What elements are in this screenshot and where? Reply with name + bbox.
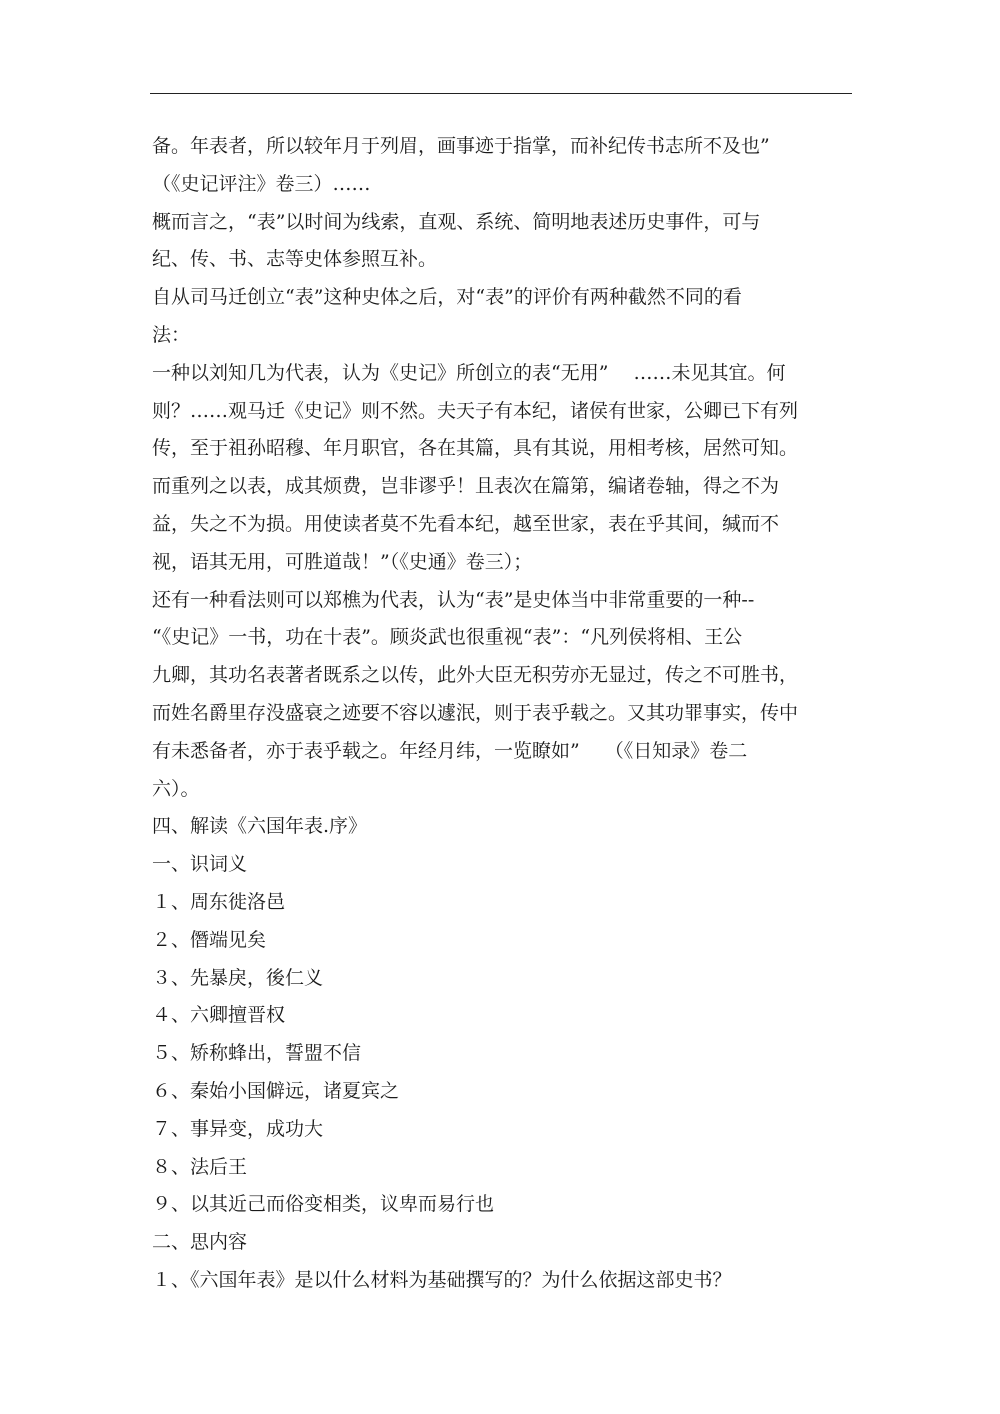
list-item: ５、矫称蜂出，誓盟不信 [152, 1042, 362, 1065]
text-line: 法： [152, 323, 191, 346]
subsection-heading: 一、识词义 [152, 853, 248, 876]
document-body [152, 128, 852, 1300]
text-line: 而姓名爵里存没盛衰之迹要不容以遽泯，则于表乎载之。又其功罪事实，传中 [152, 701, 799, 724]
list-item: １、周东徙洛邑 [152, 890, 286, 913]
text-line: 而重列之以表，成其烦费，岂非谬乎！且表次在篇第，编诸卷轴，得之不为 [152, 475, 780, 498]
text-line: 有未悉备者，亦于表乎载之。年经月纬，一览瞭如” （《日知录》卷二 [152, 739, 748, 762]
text-line: 传，至于祖孙昭穆、年月职官，各在其篇，具有其说，用相考核，居然可知。 [152, 437, 799, 460]
list-item: ６、秦始小国僻远，诸夏宾之 [152, 1079, 400, 1102]
subsection-heading: 二、思内容 [152, 1231, 248, 1254]
list-item: ８、法后王 [152, 1155, 248, 1178]
text-line: 概而言之，“表”以时间为线索，直观、系统、简明地表述历史事件，可与 [152, 210, 761, 233]
text-line: 还有一种看法则可以郑樵为代表，认为“表”是史体当中非常重要的一种-- [152, 588, 755, 611]
list-item: ７、事异变，成功大 [152, 1117, 324, 1140]
text-line: 益，失之不为损。用使读者莫不先看本纪，越至世家，表在乎其间，缄而不 [152, 512, 780, 535]
list-item: ４、六卿擅晋权 [152, 1004, 286, 1027]
list-item: ２、僭端见矣 [152, 928, 267, 951]
list-item: ３、先暴戾，後仁义 [152, 966, 324, 989]
text-line: （《史记评注》卷三）…… [152, 172, 371, 195]
text-line: 备。年表者，所以较年月于列眉，画事迹于指掌，而补纪传书志所不及也” [152, 135, 770, 157]
header-rule [150, 93, 852, 94]
text-line: 视，语其无用，可胜道哉！”（《史通》卷三）； [152, 550, 533, 573]
text-line: 六）。 [152, 777, 200, 800]
list-item: １、《六国年表》是以什么材料为基础撰写的？为什么依据这部史书？ [152, 1268, 732, 1291]
text-line: 自从司马迁创立“表”这种史体之后，对“表”的评价有两种截然不同的看 [152, 286, 742, 309]
text-line: 则？……观马迁《史记》则不然。夫天子有本纪，诸侯有世家，公卿已下有列 [152, 399, 799, 422]
text-line: 一种以刘知几为代表，认为《史记》所创立的表“无用” ……未见其宜。何 [152, 361, 786, 384]
list-item: ９、以其近己而俗变相类，议卑而易行也 [152, 1193, 495, 1216]
text-line: 纪、传、书、志等史体参照互补。 [152, 248, 438, 271]
section-heading: 四、解读《六国年表.序》 [152, 815, 368, 838]
text-line: “《史记》一书，功在十表”。顾炎武也很重视“表”：“凡列侯将相、王公 [152, 626, 743, 649]
text-line: 九卿，其功名表著者既系之以传，此外大臣无积劳亦无显过，传之不可胜书， [152, 664, 799, 687]
